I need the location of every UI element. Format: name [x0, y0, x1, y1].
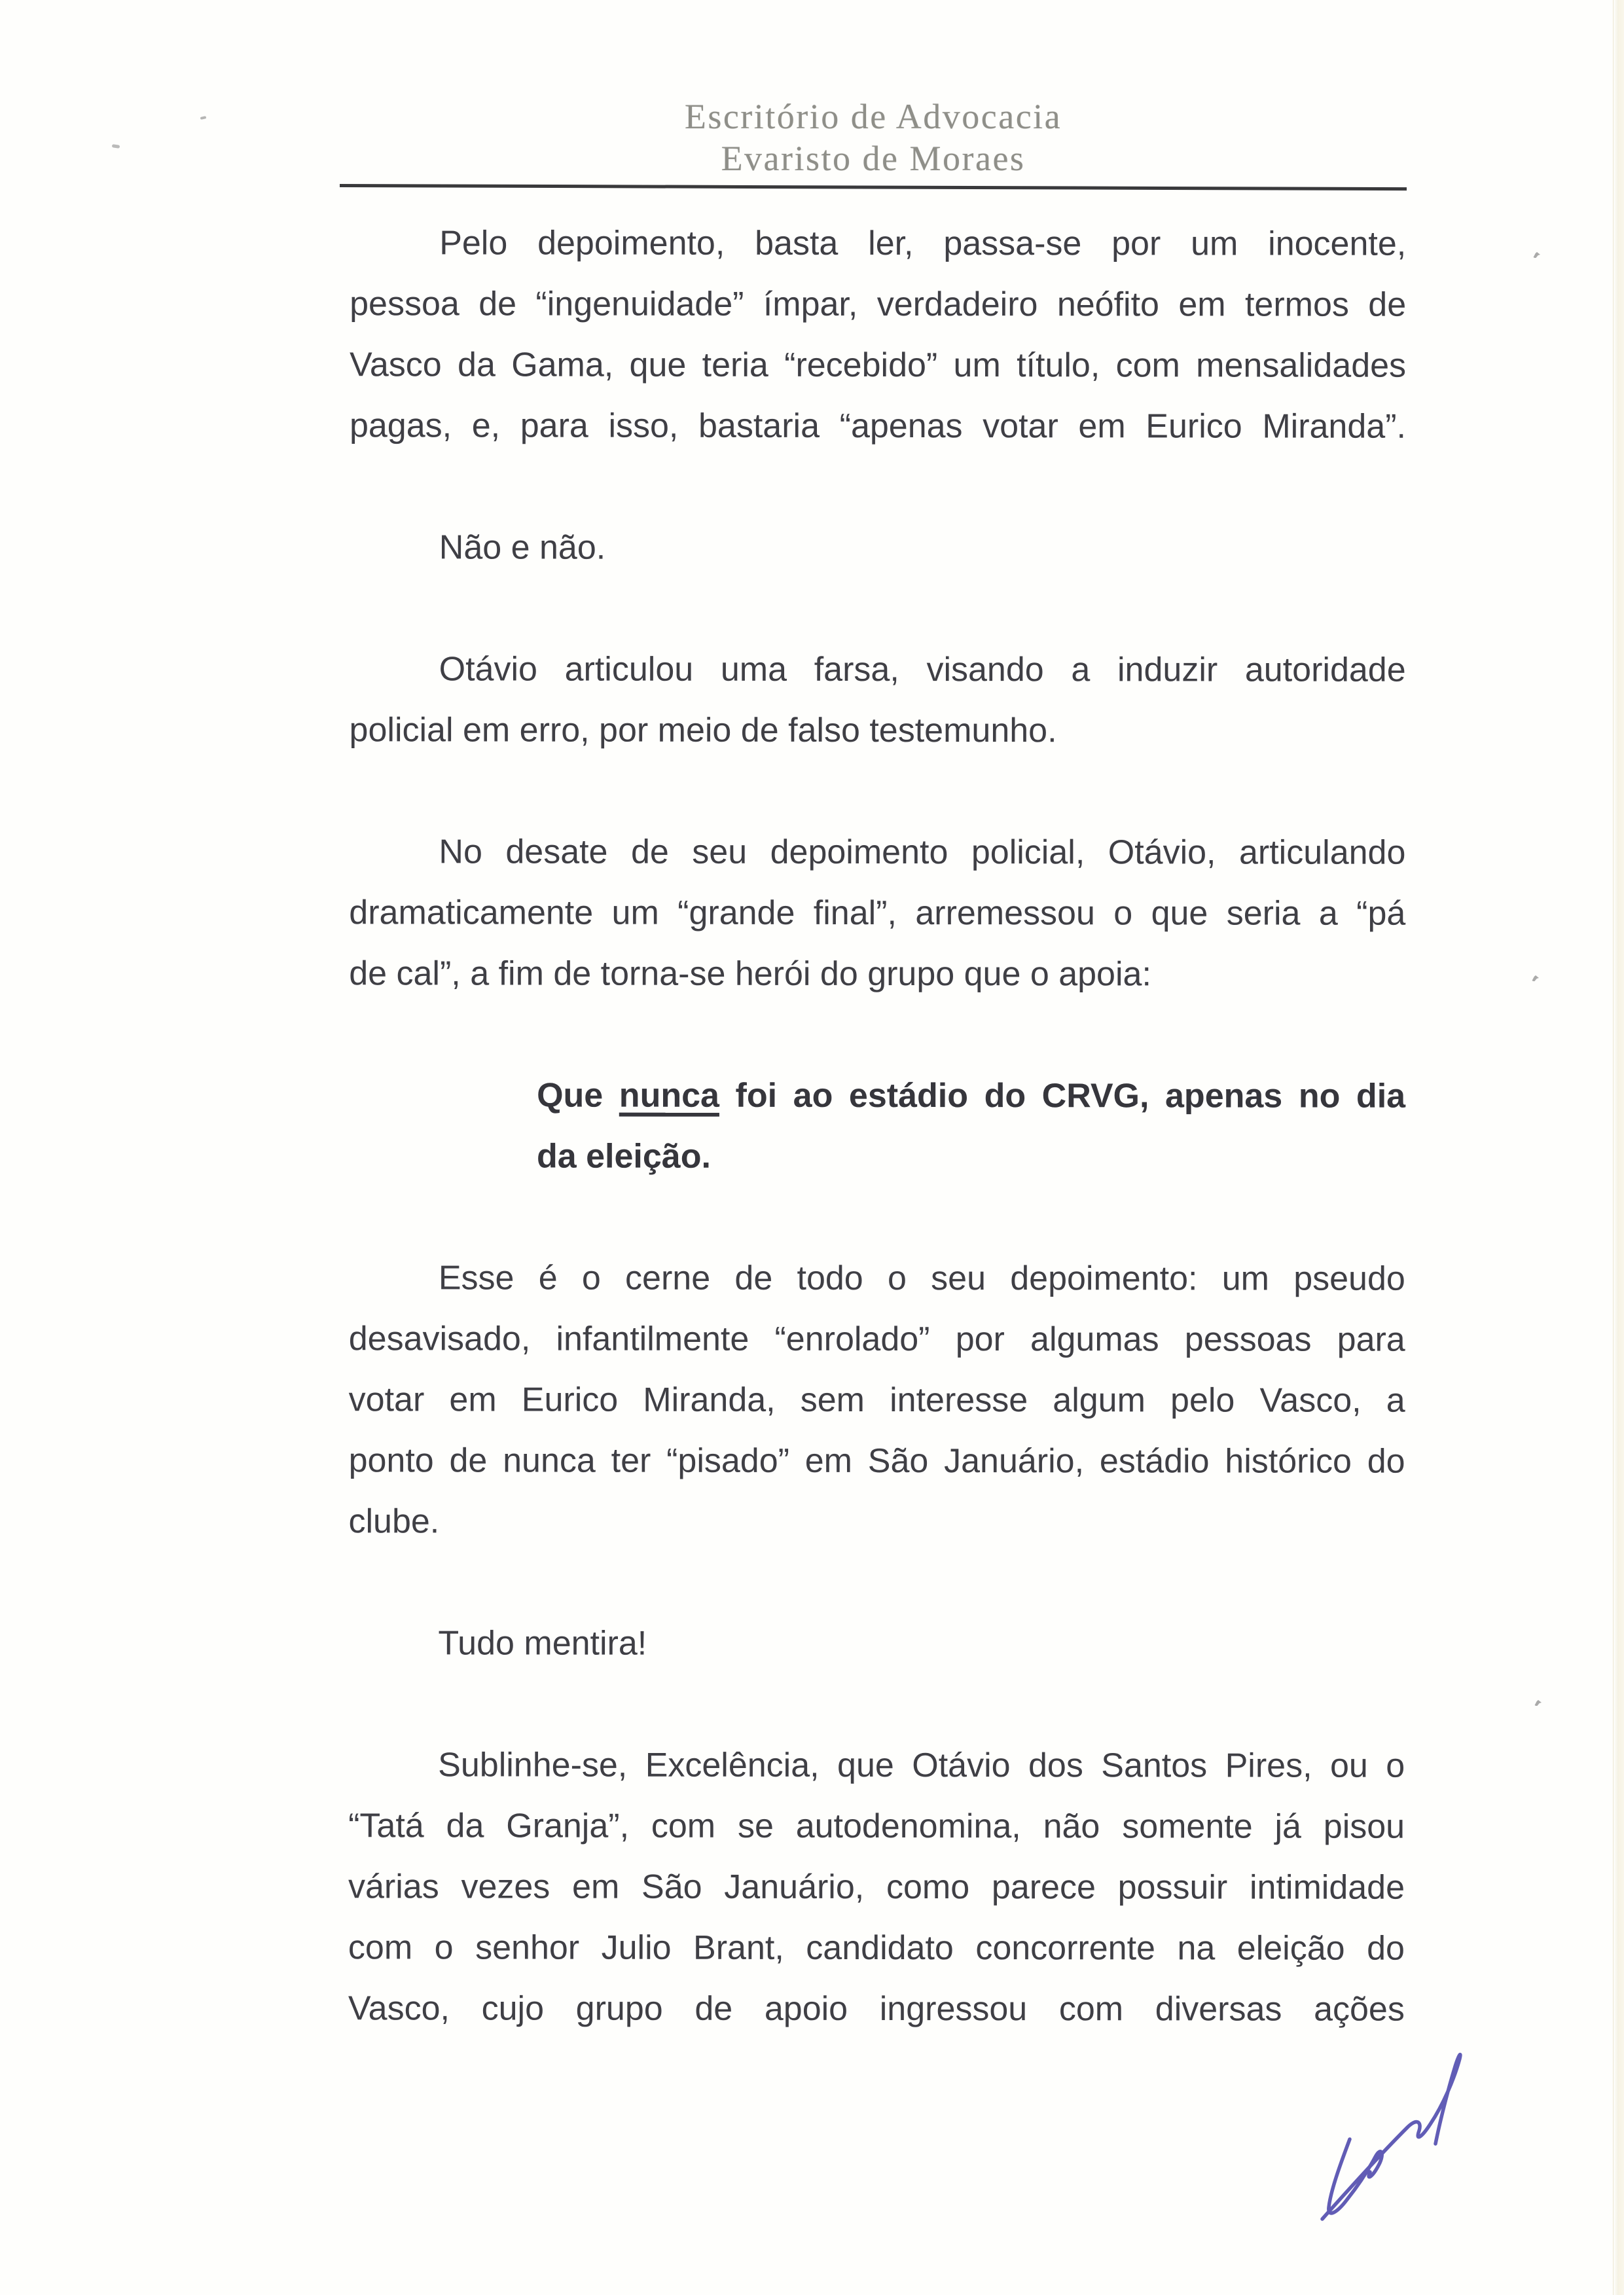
paragraph-pelo-depoimento — [350, 213, 1406, 457]
text-line: clube. — [348, 1502, 440, 1541]
text-line: Sublinhe-se, Excelência, que Otávio dos Santos Pires, ou o — [438, 1746, 1405, 1785]
letterhead-divider-rule — [340, 184, 1407, 190]
scan-edge-shadow — [1613, 0, 1624, 2295]
text-line: No desate de seu depoimento policial, Otávio, articulando — [439, 833, 1406, 872]
quote-line: da eleição. — [536, 1137, 711, 1176]
quote-prefix: Que — [537, 1076, 604, 1115]
text-line: Vasco da Gama, que teria “recebido” um título, com mensalidades — [350, 346, 1407, 385]
text-line: policial em erro, por meio de falso testemunho. — [349, 711, 1057, 750]
quote-emphasis-underlined: nunca — [619, 1076, 719, 1115]
text-line: Vasco, cujo grupo de apoio ingressou com diversas ações — [348, 1989, 1405, 2029]
text-line: com o senhor Julio Brant, candidato concorrente na eleição do — [348, 1928, 1405, 1968]
text-line: pessoa de “ingenuidade” ímpar, verdadeiro neófito em termos de — [350, 285, 1407, 324]
text-line: Esse é o cerne de todo o seu depoimento: um pseudo — [438, 1259, 1405, 1298]
scan-speckle — [1532, 975, 1539, 981]
text-line: Tudo mentira! — [438, 1624, 647, 1663]
paragraph-sublinhe-se — [348, 1735, 1405, 2040]
quote-line — [537, 1066, 1405, 1127]
letterhead — [340, 96, 1407, 179]
scan-speckle — [1534, 1700, 1542, 1706]
scan-speckle — [112, 144, 120, 149]
text-line: Otávio articulou uma farsa, visando a induzir autoridade — [439, 650, 1406, 689]
text-line: desavisado, infantilmente “enrolado” por algumas pessoas para — [348, 1320, 1405, 1359]
paragraph-no-desate — [349, 822, 1405, 1005]
text-line: ponto de nunca ter “pisado” em São Januário, estádio histórico do — [348, 1441, 1405, 1481]
scan-speckle — [200, 116, 207, 120]
text-line: de cal”, a fim de torna-se herói do grupo que o apoia: — [349, 954, 1151, 994]
signature-ink — [1293, 2033, 1483, 2235]
paragraph-esse-cerne — [348, 1248, 1405, 1553]
text-line: várias vezes em São Januário, como parece possuir intimidade — [348, 1868, 1405, 1907]
text-line: votar em Eurico Miranda, sem interesse algum pelo Vasco, a — [348, 1381, 1405, 1420]
pull-quote — [537, 1066, 1405, 1188]
paragraph-nao-e-nao — [350, 517, 1406, 579]
quote-suffix: foi ao estádio do CRVG, apenas no dia — [735, 1076, 1406, 1115]
letterhead-name-line: Evaristo de Moraes — [721, 139, 1026, 178]
text-line: Não e não. — [439, 528, 606, 567]
text-line: pagas, e, para isso, bastaria “apenas votar em Eurico Miranda”. — [349, 407, 1406, 446]
paragraph-tudo-mentira — [348, 1613, 1405, 1674]
document-body — [348, 213, 1407, 2101]
text-line: “Tatá da Granja”, com se autodenomina, não somente já pisou — [348, 1807, 1405, 1846]
scan-speckle — [1533, 252, 1540, 258]
text-line: Pelo depoimento, basta ler, passa-se por um inocente, — [439, 224, 1407, 263]
text-line: dramaticamente um “grande final”, arremessou o que seria a “pá — [349, 894, 1406, 933]
letterhead-firm-line: Escritório de Advocacia — [684, 97, 1062, 136]
paragraph-otavio-farsa — [350, 639, 1406, 761]
